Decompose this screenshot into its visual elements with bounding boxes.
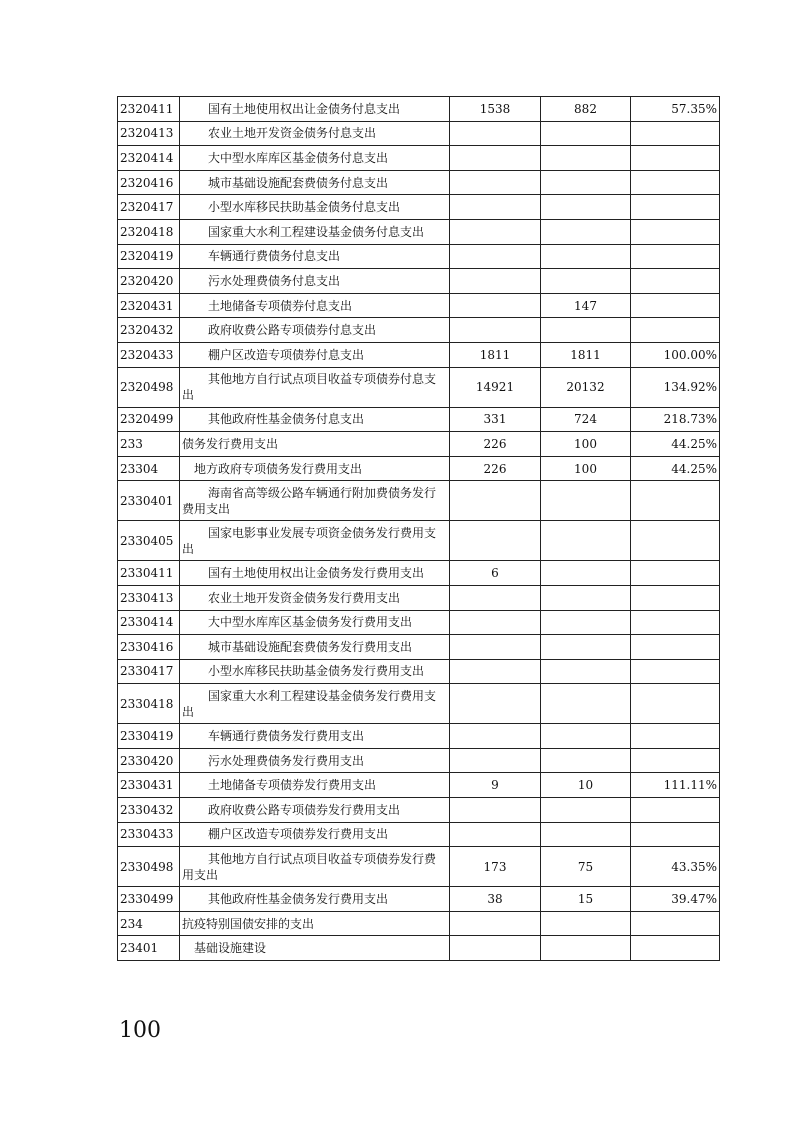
row-percent bbox=[631, 219, 720, 244]
row-item-name: 国家电影事业发展专项资金债务发行费用支出 bbox=[180, 521, 450, 561]
table-row bbox=[118, 342, 720, 367]
row-value-1: 173 bbox=[450, 847, 541, 887]
row-percent bbox=[631, 269, 720, 294]
table-row bbox=[118, 822, 720, 847]
row-item-name: 大中型水库库区基金债务付息支出 bbox=[180, 146, 450, 171]
row-item-name: 债务发行费用支出 bbox=[180, 432, 450, 457]
row-code: 2330499 bbox=[118, 887, 180, 912]
row-percent bbox=[631, 481, 720, 521]
table-row bbox=[118, 635, 720, 660]
row-code: 2330433 bbox=[118, 822, 180, 847]
row-value-2: 882 bbox=[541, 97, 631, 122]
row-item-name: 其他政府性基金债务付息支出 bbox=[180, 407, 450, 432]
row-percent: 57.35% bbox=[631, 97, 720, 122]
row-value-1 bbox=[450, 659, 541, 684]
row-percent bbox=[631, 170, 720, 195]
row-percent bbox=[631, 684, 720, 724]
row-item-name: 车辆通行费债务发行费用支出 bbox=[180, 724, 450, 749]
table-row bbox=[118, 97, 720, 122]
row-item-name: 污水处理费债务发行费用支出 bbox=[180, 748, 450, 773]
row-item-name: 农业土地开发资金债务发行费用支出 bbox=[180, 585, 450, 610]
row-value-1: 1811 bbox=[450, 342, 541, 367]
row-value-2 bbox=[541, 635, 631, 660]
row-percent: 134.92% bbox=[631, 367, 720, 407]
row-percent: 44.25% bbox=[631, 456, 720, 481]
row-code: 234 bbox=[118, 911, 180, 936]
row-code: 2330405 bbox=[118, 521, 180, 561]
row-value-2: 15 bbox=[541, 887, 631, 912]
row-value-2 bbox=[541, 684, 631, 724]
row-item-name: 国有土地使用权出让金债务发行费用支出 bbox=[180, 561, 450, 586]
row-code: 2320417 bbox=[118, 195, 180, 220]
row-code: 23401 bbox=[118, 936, 180, 961]
row-code: 2330419 bbox=[118, 724, 180, 749]
row-code: 233 bbox=[118, 432, 180, 457]
row-value-1: 9 bbox=[450, 773, 541, 798]
row-value-2 bbox=[541, 521, 631, 561]
row-code: 2320498 bbox=[118, 367, 180, 407]
row-code: 2330498 bbox=[118, 847, 180, 887]
row-item-name: 棚户区改造专项债券发行费用支出 bbox=[180, 822, 450, 847]
row-code: 23304 bbox=[118, 456, 180, 481]
row-code: 2330417 bbox=[118, 659, 180, 684]
row-value-1 bbox=[450, 318, 541, 343]
row-percent bbox=[631, 936, 720, 961]
row-item-name: 国有土地使用权出让金债务付息支出 bbox=[180, 97, 450, 122]
row-percent bbox=[631, 635, 720, 660]
row-value-1 bbox=[450, 585, 541, 610]
row-value-1 bbox=[450, 293, 541, 318]
table-row bbox=[118, 432, 720, 457]
row-code: 2330411 bbox=[118, 561, 180, 586]
row-value-1 bbox=[450, 936, 541, 961]
row-value-1 bbox=[450, 170, 541, 195]
row-code: 2330432 bbox=[118, 798, 180, 823]
row-percent: 43.35% bbox=[631, 847, 720, 887]
row-percent: 39.47% bbox=[631, 887, 720, 912]
table-row bbox=[118, 367, 720, 407]
row-value-2: 724 bbox=[541, 407, 631, 432]
row-value-2 bbox=[541, 610, 631, 635]
row-value-2: 20132 bbox=[541, 367, 631, 407]
row-percent: 218.73% bbox=[631, 407, 720, 432]
row-item-name: 其他政府性基金债务发行费用支出 bbox=[180, 887, 450, 912]
row-value-2 bbox=[541, 659, 631, 684]
row-value-1 bbox=[450, 724, 541, 749]
row-value-1 bbox=[450, 521, 541, 561]
row-value-1 bbox=[450, 121, 541, 146]
row-item-name: 海南省高等级公路车辆通行附加费债务发行费用支出 bbox=[180, 481, 450, 521]
row-item-name: 污水处理费债务付息支出 bbox=[180, 269, 450, 294]
row-code: 2330431 bbox=[118, 773, 180, 798]
table-row bbox=[118, 561, 720, 586]
table-row bbox=[118, 244, 720, 269]
row-value-1 bbox=[450, 269, 541, 294]
row-value-2 bbox=[541, 121, 631, 146]
table-row bbox=[118, 318, 720, 343]
row-percent bbox=[631, 748, 720, 773]
row-item-name: 城市基础设施配套费债务付息支出 bbox=[180, 170, 450, 195]
row-code: 2320416 bbox=[118, 170, 180, 195]
row-value-2 bbox=[541, 936, 631, 961]
row-percent bbox=[631, 121, 720, 146]
table-row bbox=[118, 456, 720, 481]
row-percent bbox=[631, 724, 720, 749]
row-percent bbox=[631, 659, 720, 684]
table-row bbox=[118, 585, 720, 610]
table-row bbox=[118, 911, 720, 936]
row-item-name: 城市基础设施配套费债务发行费用支出 bbox=[180, 635, 450, 660]
row-item-name: 小型水库移民扶助基金债务付息支出 bbox=[180, 195, 450, 220]
row-code: 2320432 bbox=[118, 318, 180, 343]
row-code: 2320411 bbox=[118, 97, 180, 122]
row-value-1 bbox=[450, 219, 541, 244]
row-value-2: 100 bbox=[541, 456, 631, 481]
table-row bbox=[118, 610, 720, 635]
row-value-1: 1538 bbox=[450, 97, 541, 122]
row-percent bbox=[631, 911, 720, 936]
row-percent bbox=[631, 244, 720, 269]
table-row bbox=[118, 887, 720, 912]
row-value-2: 10 bbox=[541, 773, 631, 798]
row-code: 2320413 bbox=[118, 121, 180, 146]
table-row bbox=[118, 748, 720, 773]
row-item-name: 抗疫特别国债安排的支出 bbox=[180, 911, 450, 936]
row-item-name: 小型水库移民扶助基金债务发行费用支出 bbox=[180, 659, 450, 684]
row-percent bbox=[631, 521, 720, 561]
row-item-name: 大中型水库库区基金债务发行费用支出 bbox=[180, 610, 450, 635]
row-code: 2320420 bbox=[118, 269, 180, 294]
row-percent bbox=[631, 318, 720, 343]
row-value-1: 226 bbox=[450, 432, 541, 457]
row-value-1: 14921 bbox=[450, 367, 541, 407]
row-value-2 bbox=[541, 585, 631, 610]
row-percent: 100.00% bbox=[631, 342, 720, 367]
table-row bbox=[118, 195, 720, 220]
row-value-2 bbox=[541, 195, 631, 220]
row-code: 2330401 bbox=[118, 481, 180, 521]
row-value-2 bbox=[541, 798, 631, 823]
row-percent bbox=[631, 798, 720, 823]
table-row bbox=[118, 847, 720, 887]
row-value-2: 1811 bbox=[541, 342, 631, 367]
row-percent bbox=[631, 293, 720, 318]
row-item-name: 其他地方自行试点项目收益专项债券发行费用支出 bbox=[180, 847, 450, 887]
row-value-2 bbox=[541, 911, 631, 936]
row-value-2 bbox=[541, 269, 631, 294]
row-value-1: 226 bbox=[450, 456, 541, 481]
row-value-1 bbox=[450, 635, 541, 660]
row-value-1 bbox=[450, 195, 541, 220]
table-row bbox=[118, 481, 720, 521]
row-code: 2320419 bbox=[118, 244, 180, 269]
row-value-1 bbox=[450, 798, 541, 823]
row-item-name: 国家重大水利工程建设基金债务付息支出 bbox=[180, 219, 450, 244]
row-value-1 bbox=[450, 911, 541, 936]
row-item-name: 国家重大水利工程建设基金债务发行费用支出 bbox=[180, 684, 450, 724]
row-value-2: 147 bbox=[541, 293, 631, 318]
table-row bbox=[118, 407, 720, 432]
row-item-name: 地方政府专项债务发行费用支出 bbox=[180, 456, 450, 481]
table-body bbox=[118, 97, 720, 961]
row-code: 2330414 bbox=[118, 610, 180, 635]
row-value-1: 6 bbox=[450, 561, 541, 586]
row-value-1 bbox=[450, 822, 541, 847]
table-row bbox=[118, 684, 720, 724]
row-code: 2320418 bbox=[118, 219, 180, 244]
row-value-2 bbox=[541, 724, 631, 749]
table-row bbox=[118, 146, 720, 171]
row-item-name: 农业土地开发资金债务付息支出 bbox=[180, 121, 450, 146]
row-item-name: 政府收费公路专项债券发行费用支出 bbox=[180, 798, 450, 823]
row-code: 2330413 bbox=[118, 585, 180, 610]
row-value-1 bbox=[450, 146, 541, 171]
row-item-name: 基础设施建设 bbox=[180, 936, 450, 961]
table-row bbox=[118, 269, 720, 294]
row-percent bbox=[631, 561, 720, 586]
table-row bbox=[118, 659, 720, 684]
row-value-1 bbox=[450, 481, 541, 521]
row-value-2 bbox=[541, 146, 631, 171]
row-item-name: 棚户区改造专项债券付息支出 bbox=[180, 342, 450, 367]
row-item-name: 其他地方自行试点项目收益专项债券付息支出 bbox=[180, 367, 450, 407]
row-code: 2330418 bbox=[118, 684, 180, 724]
row-value-2 bbox=[541, 170, 631, 195]
page-number: 100 bbox=[119, 1018, 161, 1043]
row-value-1: 38 bbox=[450, 887, 541, 912]
row-code: 2320431 bbox=[118, 293, 180, 318]
row-code: 2330416 bbox=[118, 635, 180, 660]
table-row bbox=[118, 724, 720, 749]
row-item-name: 土地储备专项债券付息支出 bbox=[180, 293, 450, 318]
row-item-name: 车辆通行费债务付息支出 bbox=[180, 244, 450, 269]
row-code: 2320414 bbox=[118, 146, 180, 171]
row-percent bbox=[631, 610, 720, 635]
row-code: 2330420 bbox=[118, 748, 180, 773]
row-value-2 bbox=[541, 748, 631, 773]
row-percent bbox=[631, 585, 720, 610]
table-row bbox=[118, 293, 720, 318]
table-row bbox=[118, 521, 720, 561]
table-row bbox=[118, 121, 720, 146]
row-value-1 bbox=[450, 244, 541, 269]
row-value-2 bbox=[541, 219, 631, 244]
row-value-1 bbox=[450, 748, 541, 773]
table-row bbox=[118, 773, 720, 798]
row-value-2 bbox=[541, 318, 631, 343]
row-percent bbox=[631, 195, 720, 220]
row-item-name: 土地储备专项债券发行费用支出 bbox=[180, 773, 450, 798]
table-row bbox=[118, 170, 720, 195]
row-percent bbox=[631, 146, 720, 171]
row-code: 2320499 bbox=[118, 407, 180, 432]
row-value-2 bbox=[541, 822, 631, 847]
row-value-2 bbox=[541, 244, 631, 269]
row-code: 2320433 bbox=[118, 342, 180, 367]
row-value-1 bbox=[450, 610, 541, 635]
row-value-2 bbox=[541, 561, 631, 586]
table-row bbox=[118, 798, 720, 823]
budget-table bbox=[117, 96, 720, 961]
row-percent bbox=[631, 822, 720, 847]
table-row bbox=[118, 936, 720, 961]
row-percent: 44.25% bbox=[631, 432, 720, 457]
row-item-name: 政府收费公路专项债券付息支出 bbox=[180, 318, 450, 343]
row-percent: 111.11% bbox=[631, 773, 720, 798]
row-value-2 bbox=[541, 481, 631, 521]
row-value-2: 100 bbox=[541, 432, 631, 457]
row-value-2: 75 bbox=[541, 847, 631, 887]
table-row bbox=[118, 219, 720, 244]
row-value-1 bbox=[450, 684, 541, 724]
row-value-1: 331 bbox=[450, 407, 541, 432]
